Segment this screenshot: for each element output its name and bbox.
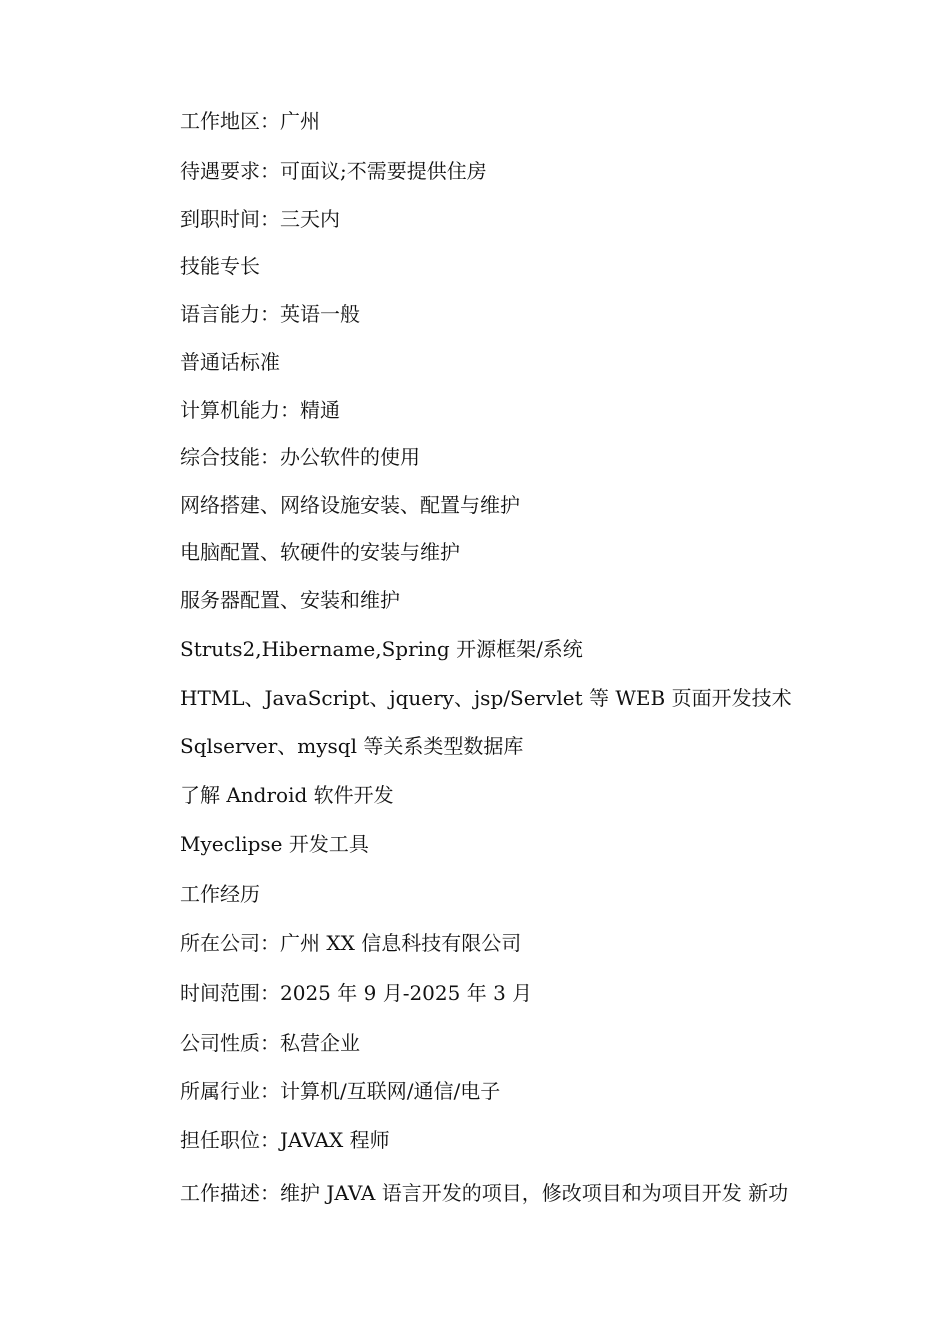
general-skills-line: 综合技能：办公软件的使用: [180, 445, 420, 469]
server-skill-line: 服务器配置、安装和维护: [180, 588, 400, 612]
start-date-line: 到职时间：三天内: [180, 207, 340, 231]
position-line: 担任职位：JAVAX 程师: [180, 1128, 390, 1152]
networking-skill-line: 网络搭建、网络设施安装、配置与维护: [180, 493, 520, 517]
computer-ability-line: 计算机能力：精通: [180, 398, 340, 422]
framework-skill-line: Struts2,Hibername,Spring 开源框架/系统: [180, 637, 583, 661]
company-type-line: 公司性质：私营企业: [180, 1031, 360, 1055]
work-experience-heading: 工作经历: [180, 882, 260, 906]
salary-expectation-line: 待遇要求：可面议;不需要提供住房: [180, 159, 487, 183]
android-skill-line: 了解 Android 软件开发: [180, 783, 394, 807]
time-range-line: 时间范围：2025 年 9 月-2025 年 3 月: [180, 981, 533, 1005]
web-skill-line: HTML、JavaScript、jquery、jsp/Servlet 等 WEB 页面开发技术: [180, 686, 792, 710]
language-ability-line: 语言能力：英语一般: [180, 302, 360, 326]
company-line: 所在公司：广州 XX 信息科技有限公司: [180, 931, 522, 955]
mandarin-line: 普通话标准: [180, 350, 280, 374]
skills-heading: 技能专长: [180, 254, 260, 278]
work-location-line: 工作地区：广州: [180, 109, 320, 133]
ide-skill-line: Myeclipse 开发工具: [180, 832, 369, 856]
industry-line: 所属行业：计算机/互联网/通信/电子: [180, 1079, 501, 1103]
pc-config-skill-line: 电脑配置、软硬件的安装与维护: [180, 540, 460, 564]
database-skill-line: Sqlserver、mysql 等关系类型数据库: [180, 734, 524, 758]
job-description-line: 工作描述：维护 JAVA 语言开发的项目，修改项目和为项目开发 新功: [180, 1181, 789, 1205]
